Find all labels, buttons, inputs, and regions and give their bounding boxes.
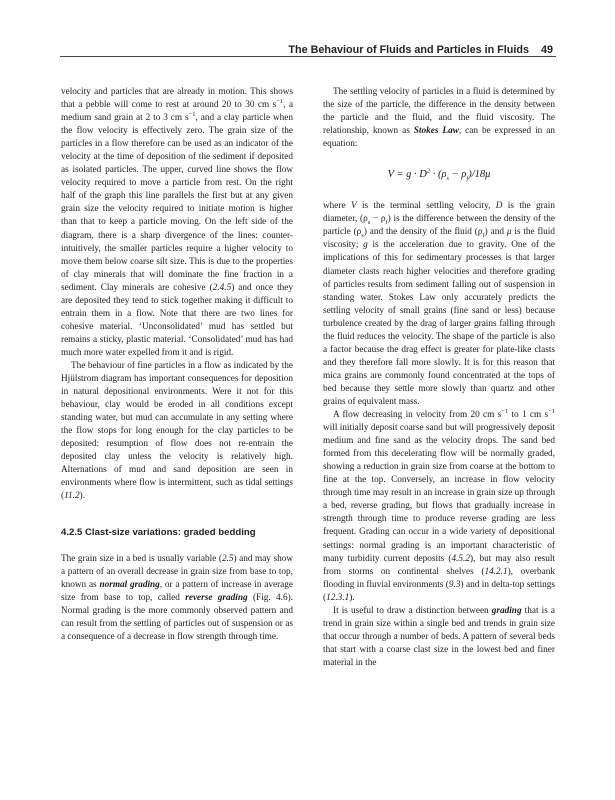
cross-reference[interactable]: 2.5 (221, 553, 234, 564)
cross-reference[interactable]: 2.4.5 (212, 282, 232, 293)
cross-reference[interactable]: 11.2 (64, 491, 80, 502)
key-term: grading (491, 605, 522, 616)
paragraph: It is useful to draw a distinction between grading that is a trend in grain size within a single bed and trends in grain size that occur through a number of beds. A pattern of several beds that start with a coarse clast size in the lowest bed and finer material in the (323, 605, 555, 668)
paragraph: A flow decreasing in velocity from 20 cm $s^{-1}$ to 1 cm $s^{-1}$ will initially deposit coarse sand but will progressively deposit medium and fine sand as the velocity drops. The sand bed formed from this decelerating flow will be normally graded, showing a reduction in grain size from coarse at the bottom to fine at the top. Conversely, an increase in flow velocity through time may result in an increase in grain size up through a bed, reverse grading, but flows that gradually increase in strength through time to produce reverse grading are less frequent. Grading can occur in a wide variety of depositional settings: normal grading is an important characteristic of many turbidity current deposits (4.5.2), but may also result from storms on continental shelves (14.2.1), overbank flooding in fluvial environments (9.3) and in delta-top settings (12.3.1). (323, 407, 555, 603)
header-rule (60, 56, 556, 57)
running-head-title: The Behaviour of Fluids and Particles in Fluids (288, 44, 529, 56)
left-column (61, 86, 293, 644)
paragraph: The behaviour of fine particles in a flow as indicated by the Hjülstrom diagram has important consequences for deposition in natural depositional environments. Were it not for this behaviour, clay would be eroded in all conditions except standing water, but mud can accumulate in any setting where the flow stops for long enough for the clay particles to be deposited: resumption of flow does not re-entrain the deposited clay unless the velocity is relatively high. Alternations of mud and sand deposition are seen in environments where flow is intermittent, such as tidal settings (11.2). (61, 360, 293, 502)
page-number: 49 (540, 44, 553, 56)
key-term: reverse grading (185, 592, 248, 603)
cross-reference[interactable]: 12.3.1 (326, 592, 350, 603)
key-term: normal grading (99, 579, 160, 590)
running-head (288, 44, 553, 56)
paragraph: The settling velocity of particles in a fluid is determined by the size of the particle, the difference in the density between the particle and the fluid, and the fluid viscosity. The relationship, known as Stokes Law, can be expressed in an equation: (323, 87, 555, 150)
section-heading: 4.2.5 Clast-size variations: graded bedding (61, 526, 256, 538)
cross-reference[interactable]: 4.5.2 (451, 553, 470, 564)
cross-reference[interactable]: 14.2.1 (484, 566, 508, 577)
right-column (323, 86, 555, 670)
stokes-law-equation: $V = g \cdot D^2 \cdot (\rho_s - \rho_f)/18\mu$ (387, 167, 491, 183)
paragraph: velocity and particles that are already in motion. This shows that a pebble will come to rest at around 20 to 30 cm $s^{-1}$, a medium sand grain at 2 to 3 cm $s^{-1}$, and a clay particle when the flow velocity is effectively zero. The grain size of the particles in a flow therefore can be used as an indicator of the velocity at the time of deposition of the sediment if deposited as isolated particles. The upper, curved line shows the flow velocity required to move a particle from rest. On the right half of the graph this line parallels the first but at any given grain size the velocity required to initiate motion is higher than that to keep a particle moving. On the left side of the diagram, there is a sharp divergence of the lines: counter-intuitively, the smaller particles require a higher velocity to move them below coarse silt size. This is due to the properties of clay minerals that will dominate the fine fraction in a sediment. Clay minerals are cohesive (2.4.5) and once they are deposited they tend to stick together making it difficult to entrain them in a flow. Note that there are two lines for cohesive material. ‘Unconsolidated’ mud has settled but remains a sticky, plastic material. ‘Consolidated’ mud has had much more water expelled from it and is rigid. (61, 87, 294, 358)
paragraph: where V is the terminal settling velocity, D is the grain diameter, $(\rho_s - \rho_f)$ is the difference between the density of the particle $(\rho_s)$ and the density of the fluid $(\rho_f)$ and μ is the fluid viscosity; g is the acceleration due to gravity. One of the implications of this for sedimentary processes is that larger diameter clasts reach higher velocities and therefore grading of particles results from sediment falling out of suspension in standing water. Stokes Law only accurately predicts the settling velocity of small grains (fine sand or less) because turbulence created by the drag of larger grains falling through the fluid reduces the velocity. The shape of the particle is also a factor because the drag effect is greater for plate-like clasts and they therefore fall more slowly. It is for this reason that mica grains are commonly found concentrated at the tops of bed because they settle more slowly than quartz and other grains of equivalent mass. (323, 201, 555, 407)
cross-reference[interactable]: 9.3 (448, 579, 461, 590)
paragraph: The grain size in a bed is usually variable (2.5) and may show a pattern of an overall decrease in grain size from base to top, known as normal grading, or a pattern of increase in average size from base to top, called reverse grading (Fig. 4.6). Normal grading is the more commonly observed pattern and can result from the settling of particles out of suspension or as a consequence of a decrease in flow strength through time. (61, 553, 294, 642)
key-term: Stokes Law (413, 126, 459, 137)
